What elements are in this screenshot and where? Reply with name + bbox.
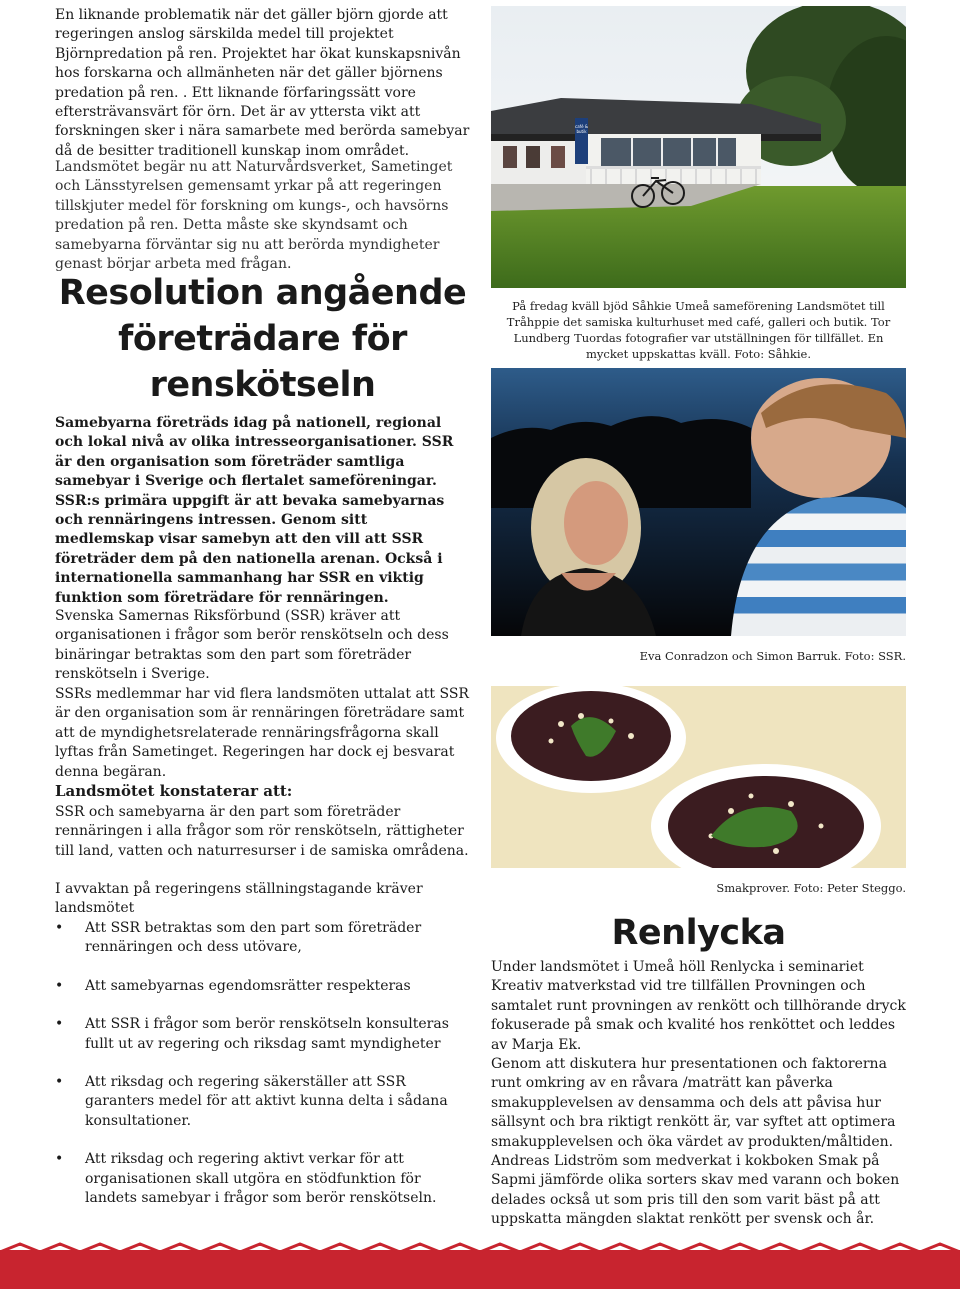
caption-cultural-house: På fredag kväll bjöd Såhkie Umeå sameförening Landsmötet till Tråhppie det samiska kulturhuset med café, galleri och butik. Tor Lundberg Tuordas fotografier var utställningen för tillfället. En mycket uppskattas kväll. Foto: Såhkie. xyxy=(506,299,891,361)
bottom-decorative-band xyxy=(0,1250,960,1289)
resolution-heading: Resolution angående företrädare för renskötseln xyxy=(58,273,467,405)
renlycka-heading: Renlycka xyxy=(611,913,786,953)
conclusion-text: SSR och samebyarna är den part som företräder rennäringen i alla frågor som rör renskötseln, rättigheter till land, vatten och naturresurser i de samiska områdena. xyxy=(55,804,469,859)
paragraph-ssr-members: SSRs medlemmar har vid flera landsmöten uttalat att SSR är den organisation som är rennäringen företrädare samt att de myndighetsrelaterade rennäringsfrågorna skall lyftas från Sametinget. Regeringen har dock ej besvarat denna begäran. xyxy=(55,686,469,780)
renlycka-paragraph-2: Genom att diskutera hur presentationen och faktorerna runt omkring av en råvara /maträtt kan påverka smakupplevelsen av densamma och dels att påvisa hur sällsynt och bra riktigt renkött är, var syftet att optimera smakupplevelsen och öka värdet av produkten/måltiden. Andreas Lidström som medverkat i kokboken Smak på Sapmi jämförde olika sorters skav med varann och boken delades också ut som pris till den som varit bäst på att uppskatta mängden slaktat renkött per svensk och år. xyxy=(491,1056,900,1228)
list-item: • Att riksdag och regering säkerställer att SSR garanters medel för att aktivt kunna delta i sådana konsultationer. xyxy=(55,1073,465,1131)
photo-portrait xyxy=(491,368,906,636)
renlycka-paragraph-1: Under landsmötet i Umeå höll Renlycka i seminariet Kreativ matverkstad vid tre tillfällen Provningen och samtalet runt provningen av renkött och tillhörande dryck fokuserade på smak och kvalité hos renköttet och leddes av Marja Ek. xyxy=(491,959,906,1053)
conclusion-heading: Landsmötet konstaterar att: xyxy=(55,782,293,800)
cafe-sign-text: café & butik xyxy=(575,124,588,134)
resolution-lead: Samebyarna företräds idag på nationell, regional och lokal nivå av olika intresseorganisationer. SSR är den organisation som företräder samtliga samebyar i Sverige och flertalet sameföreningar. SSR:s primära uppgift är att bevaka samebyarnas och rennäringens intressen. Genom sitt medlemskap visar samebyn att den vill att SSR företräder dem på den nationella arenan. Också i internationella sammanhang har SSR en viktig funktion som företrädare för rennäringen. xyxy=(55,415,454,606)
demands-list xyxy=(55,919,465,1227)
demands-intro: I avvaktan på regeringens ställningstagande kräver landsmötet xyxy=(55,881,423,917)
paragraph-ssr-demands: Svenska Samernas Riksförbund (SSR) kräver att organisationen i frågor som berör renskötseln och dess binäringar betraktas som den part som företräder renskötseln i Sverige. xyxy=(55,608,449,683)
paragraph-landsmotet-begar: Landsmötet begär nu att Naturvårdsverket, Sametinget och Länsstyrelsen gemensamt yrkar på att regeringen tillskjuter medel för forskning om kungs-, och havsörns predation på ren. Detta måste ske skyndsamt och samebyarna förväntar sig nu att berörda myndigheter genast börjar arbeta med frågan. xyxy=(55,159,453,273)
photo-tasting-samples xyxy=(491,686,906,868)
list-item: • Att SSR betraktas som den part som företräder rennäringen och dess utövare, xyxy=(55,919,465,958)
photo-cultural-house xyxy=(491,6,906,288)
zigzag-border xyxy=(0,1238,960,1258)
list-item: • Att SSR i frågor som berör renskötseln konsulteras fullt ut av regering och riksdag samt myndigheter xyxy=(55,1015,465,1054)
list-item: • Att riksdag och regering aktivt verkar för att organisationen skall utgöra en stödfunktion för landets samebyar i frågor som berör renskötseln. xyxy=(55,1150,465,1208)
list-item: • Att samebyarnas egendomsrätter respekteras xyxy=(55,977,465,996)
caption-tasting-samples: Smakprover. Foto: Peter Steggo. xyxy=(716,881,906,895)
intro-paragraph: En liknande problematik när det gäller björn gjorde att regeringen anslog särskilda medel till projektet Björnpredation på ren. Projektet har ökat kunskapsnivån hos forskarna och allmänheten när det gäller björnens predation på ren. . Ett liknande förfaringssätt vore eftersträvansvärt för örn. Det är av yttersta vikt att forskningen sker i nära samarbete med berörda samebyar då de besitter traditionell kunskap inom området. xyxy=(55,7,470,159)
caption-portrait: Eva Conradzon och Simon Barruk. Foto: SSR. xyxy=(639,649,906,663)
